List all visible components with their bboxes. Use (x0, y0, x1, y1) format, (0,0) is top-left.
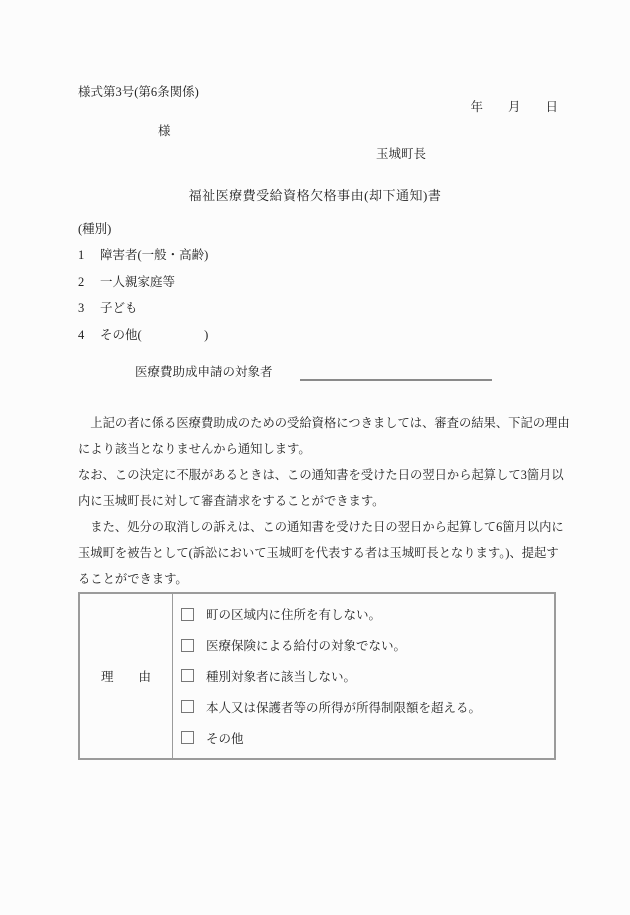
body-line: 上記の者に係る医療費助成のための受給資格につきましては、審査の結果、下記の理由 (78, 416, 570, 430)
document-title: 福祉医療費受給資格欠格事由(却下通知)書 (188, 188, 442, 203)
category-item-4 (78, 328, 208, 342)
checkbox-icon[interactable] (181, 700, 194, 713)
checkbox-icon[interactable] (181, 731, 194, 744)
reason-label: 医療保険による給付の対象でない。 (206, 639, 407, 654)
category-item-2 (78, 275, 175, 289)
body-line: ることができます。 (78, 572, 188, 586)
category-heading: (種別) (78, 222, 112, 236)
category-item-label: その他( ) (100, 328, 209, 342)
reason-table-header: 理 由 (80, 594, 173, 758)
category-item-number: 1 (78, 248, 85, 262)
category-item-number: 4 (78, 328, 85, 342)
category-item-number: 2 (78, 275, 85, 289)
body-line: なお、この決定に不服があるときは、この通知書を受けた日の翌日から起算して3箇月以 (78, 468, 564, 482)
addressee-suffix: 様 (158, 124, 171, 138)
subject-fill-in-line[interactable] (300, 379, 492, 381)
checkbox-icon[interactable] (181, 669, 194, 682)
reason-list (173, 594, 554, 758)
reason-row (173, 691, 554, 722)
sender-mayor: 玉城町長 (376, 147, 427, 161)
body-line: により該当となりませんから通知します。 (78, 442, 311, 456)
reason-label: 本人又は保護者等の所得が所得制限額を超える。 (206, 700, 482, 715)
body-line: 内に玉城町長に対して審査請求をすることができます。 (78, 494, 385, 508)
body-line: また、処分の取消しの訴えは、この通知書を受けた日の翌日から起算して6箇月以内に (78, 520, 564, 534)
reason-row (173, 722, 554, 753)
reason-row (173, 599, 554, 630)
date-blank-line: 年 月 日 (470, 100, 558, 114)
reason-row (173, 661, 554, 692)
body-paragraphs (78, 410, 570, 592)
reason-table (78, 592, 556, 760)
category-item-3 (78, 301, 138, 315)
body-line: 玉城町を被告として(訴訟において玉城町を代表する者は玉城町長となります。)、提起す (78, 546, 559, 560)
subject-label: 医療費助成申請の対象者 (135, 365, 273, 379)
checkbox-icon[interactable] (181, 639, 194, 652)
category-item-1 (78, 248, 208, 262)
form-number: 様式第3号(第6条関係) (78, 85, 199, 99)
reason-label: 町の区域内に住所を有しない。 (206, 608, 382, 623)
category-item-number: 3 (78, 301, 85, 315)
reason-label: 種別対象者に該当しない。 (206, 669, 357, 684)
category-item-label: 子ども (100, 301, 138, 315)
checkbox-icon[interactable] (181, 608, 194, 621)
category-item-label: 一人親家庭等 (100, 275, 176, 289)
reason-label: その他 (206, 731, 244, 746)
reason-row (173, 630, 554, 661)
category-item-label: 障害者(一般・高齢) (100, 248, 209, 262)
